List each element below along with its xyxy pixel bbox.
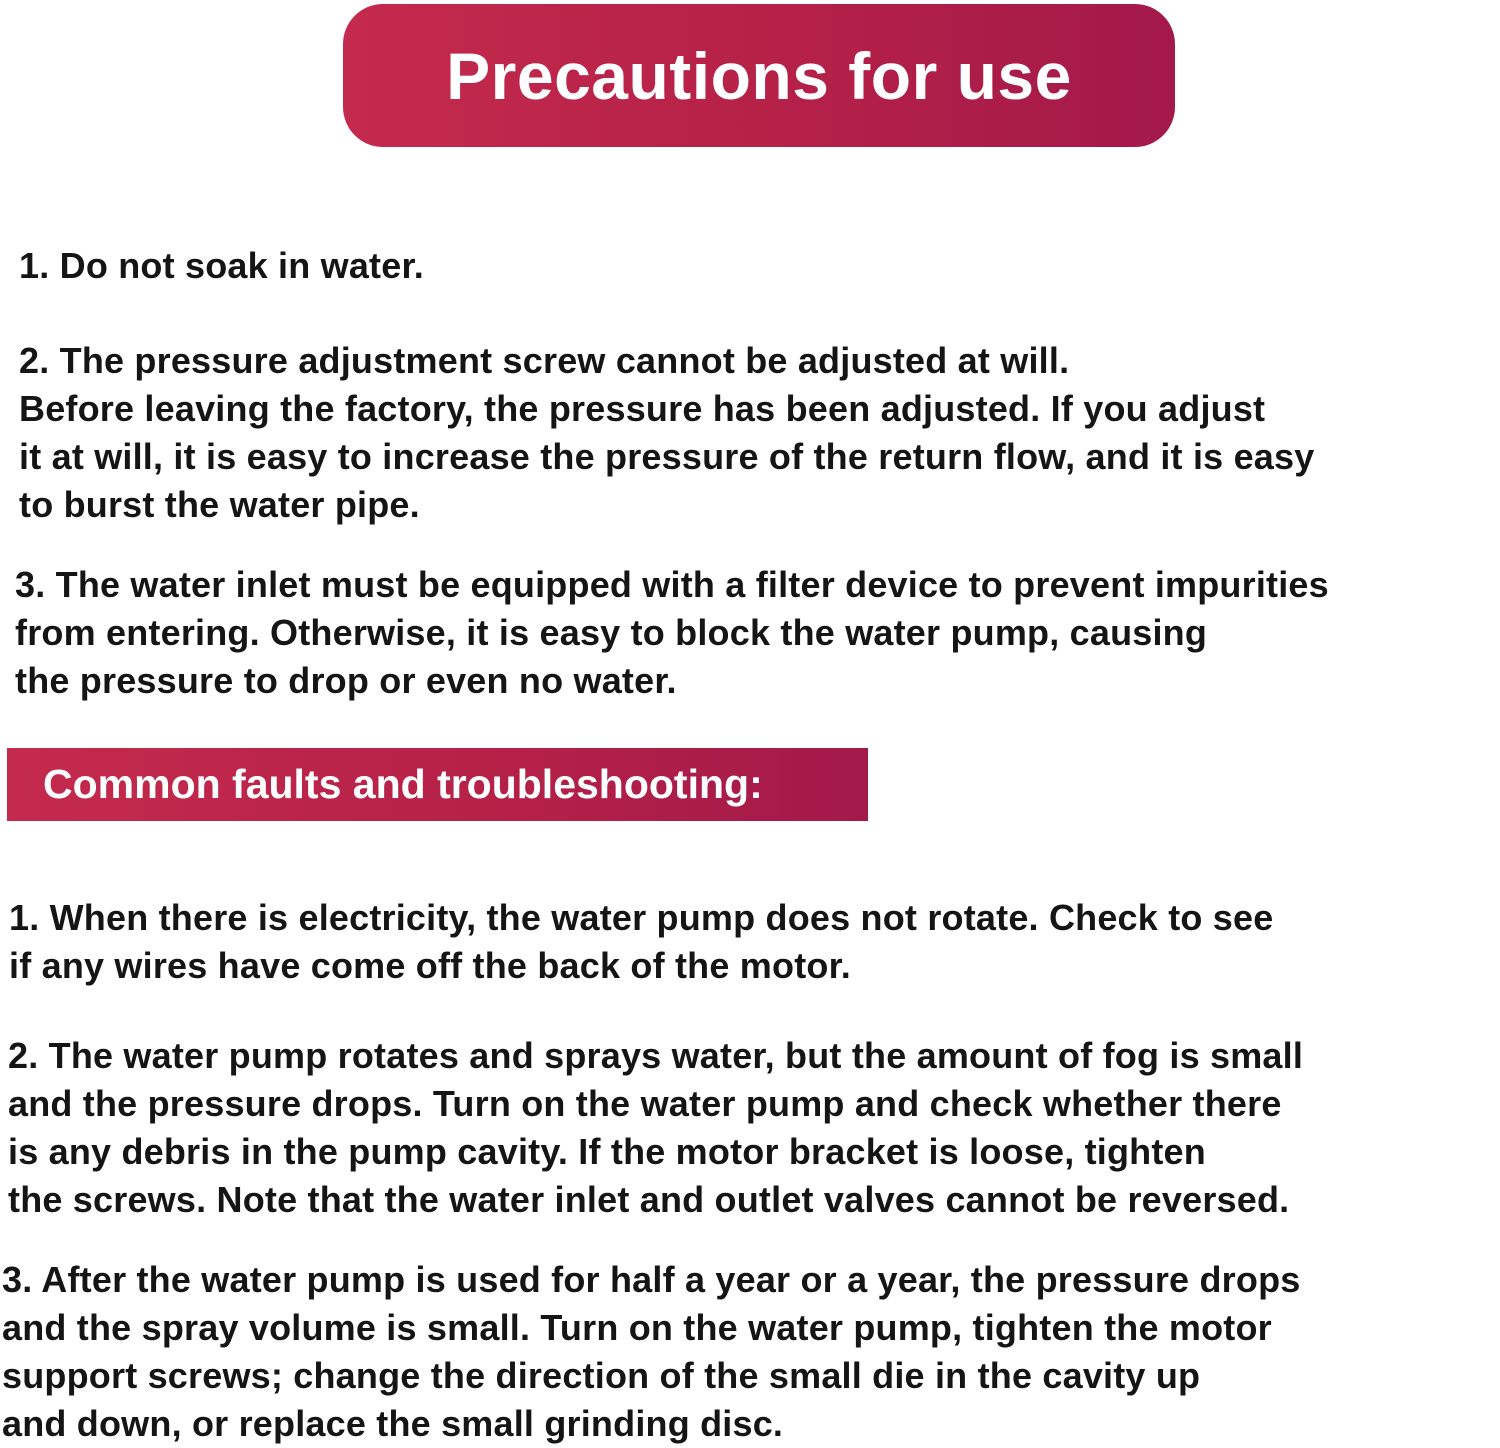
- troubleshooting-heading-bar: [7, 748, 868, 821]
- page-title-banner: [343, 4, 1175, 147]
- precaution-3-line-3: the pressure to drop or even no water.: [15, 660, 677, 701]
- fault-3-line-2: and the spray volume is small. Turn on the water pump, tighten the motor: [2, 1307, 1272, 1348]
- page-title: Precautions for use: [446, 38, 1072, 113]
- fault-2-line-3: is any debris in the pump cavity. If the motor bracket is loose, tighten: [8, 1131, 1206, 1172]
- precaution-3-line-2: from entering. Otherwise, it is easy to block the water pump, causing: [15, 612, 1208, 653]
- precaution-1-line-1: 1. Do not soak in water.: [19, 245, 424, 286]
- fault-3-line-4: and down, or replace the small grinding disc.: [2, 1403, 784, 1444]
- precaution-item-2: [19, 337, 1314, 529]
- fault-3-line-1: 3. After the water pump is used for half a year or a year, the pressure drops: [2, 1259, 1301, 1300]
- precaution-2-line-2: Before leaving the factory, the pressure has been adjusted. If you adjust: [19, 388, 1266, 429]
- precaution-item-1: [19, 242, 424, 290]
- precaution-2-line-1: 2. The pressure adjustment screw cannot be adjusted at will.: [19, 340, 1070, 381]
- fault-3-line-3: support screws; change the direction of the small die in the cavity up: [2, 1355, 1201, 1396]
- fault-item-3: [2, 1256, 1300, 1448]
- precaution-2-line-3: it at will, it is easy to increase the pressure of the return flow, and it is easy: [19, 436, 1315, 477]
- fault-2-line-4: the screws. Note that the water inlet and outlet valves cannot be reversed.: [8, 1179, 1290, 1220]
- fault-1-line-2: if any wires have come off the back of the motor.: [9, 945, 852, 986]
- precaution-item-3: [15, 561, 1329, 705]
- troubleshooting-heading: Common faults and troubleshooting:: [43, 761, 763, 807]
- fault-2-line-2: and the pressure drops. Turn on the water pump and check whether there: [8, 1083, 1282, 1124]
- precaution-2-line-4: to burst the water pipe.: [19, 484, 420, 525]
- fault-item-2: [8, 1032, 1303, 1224]
- precaution-3-line-1: 3. The water inlet must be equipped with a filter device to prevent impurities: [15, 564, 1329, 605]
- fault-item-1: [9, 894, 1273, 990]
- fault-2-line-1: 2. The water pump rotates and sprays water, but the amount of fog is small: [8, 1035, 1304, 1076]
- fault-1-line-1: 1. When there is electricity, the water pump does not rotate. Check to see: [9, 897, 1274, 938]
